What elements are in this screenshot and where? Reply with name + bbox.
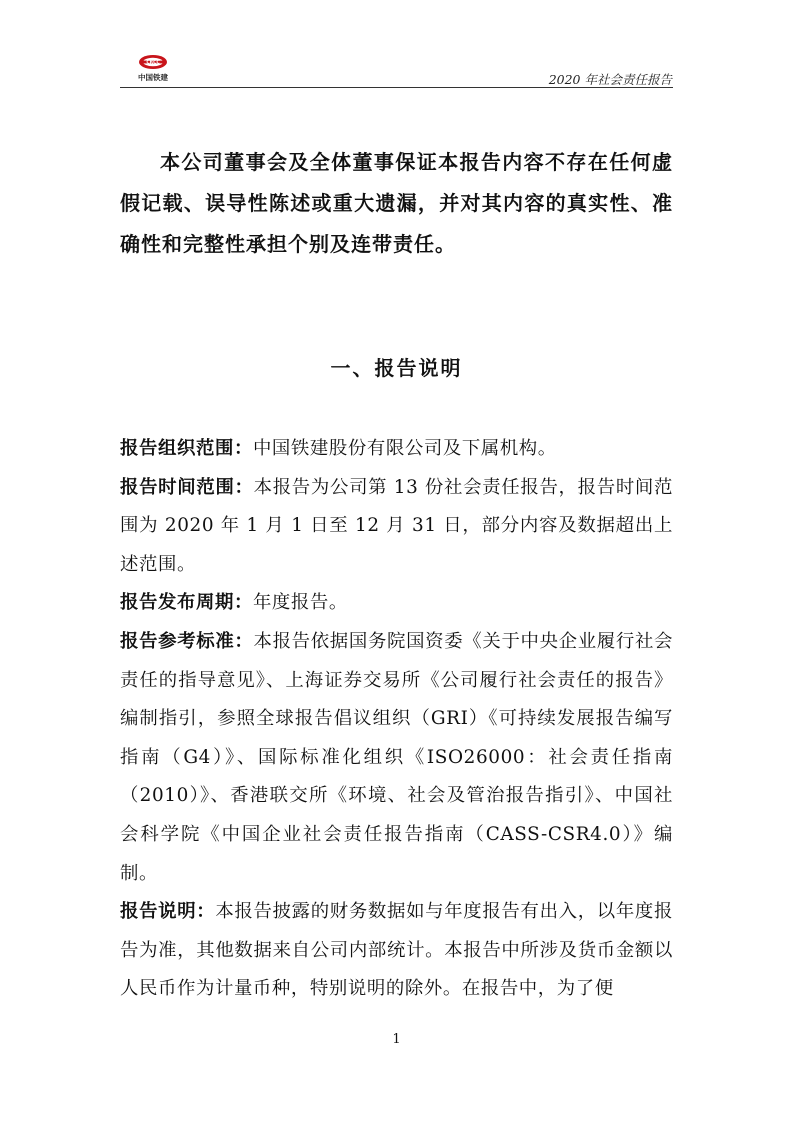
paragraph-time-scope — [120, 469, 673, 585]
header-divider — [120, 87, 673, 88]
page-number: 1 — [392, 1032, 401, 1047]
paragraph-release-cycle — [120, 584, 673, 623]
board-statement: 本公司董事会及全体董事保证本报告内容不存在任何虚假记载、误导性陈述或重大遗漏，并对其内容的真实性、准确性和完整性承担个别及连带责任。 — [120, 150, 673, 256]
paragraph-text: 本报告为公司第 13 份社会责任报告，报告时间范围为 2020 年 1 月 1 日至 12 月 31 日，部分内容及数据超出上述范围。 — [120, 476, 673, 575]
paragraph-label: 报告参考标准： — [120, 630, 254, 652]
paragraph-text: 本报告依据国务院国资委《关于中央企业履行社会责任的指导意见》、上海证券交易所《公司履行社会责任的报告》编制指引，参照全球报告倡议组织（GRI）《可持续发展报告编写指南（G4）》、国际标准化组织《ISO26000：社会责任指南（2010）》、香港联交所《环境、社会及管治报告指引》、中国社会科学院《中国企业社会责任报告指南（CASS-CSR4.0）》编制。 — [120, 630, 674, 884]
paragraph-label: 报告说明： — [120, 901, 216, 923]
crcc-logo-icon — [138, 54, 168, 70]
paragraph-text: 年度报告。 — [252, 592, 348, 614]
paragraph-label: 报告发布周期： — [120, 592, 253, 614]
paragraph-organization-scope — [120, 430, 673, 469]
company-logo — [134, 54, 172, 84]
logo-text: 中国铁建 — [138, 73, 168, 82]
paragraph-text: 本报告披露的财务数据如与年度报告有出入，以年度报告为准，其他数据来自公司内部统计。本报告中所涉及货币金额以人民币作为计量币种，特别说明的除外。在报告中，为了便 — [120, 901, 673, 1000]
paragraph-label: 报告组织范围： — [120, 438, 253, 459]
paragraph-reference-standards — [120, 623, 673, 893]
report-header-title: 2020 年社会责任报告 — [548, 72, 672, 87]
section-title: 一、报告说明 — [330, 356, 463, 380]
paragraph-label: 报告时间范围： — [120, 476, 254, 498]
report-description — [120, 430, 673, 1009]
paragraph-report-notes — [120, 893, 673, 1009]
paragraph-text: 中国铁建股份有限公司及下属机构。 — [252, 438, 557, 459]
logo-mark-text: CRCC — [146, 60, 160, 66]
